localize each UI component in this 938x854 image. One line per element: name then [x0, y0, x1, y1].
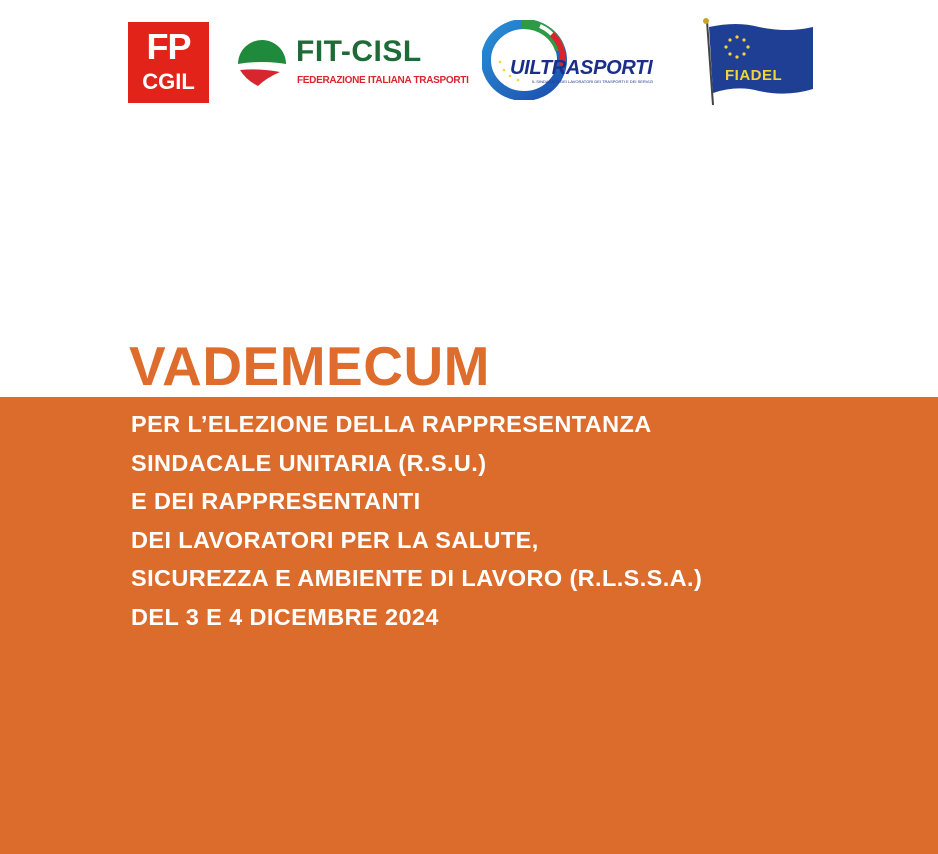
page-title: VADEMECUM [129, 335, 490, 397]
fit-cisl-subtitle: FEDERAZIONE ITALIANA TRASPORTI [297, 75, 469, 86]
fit-cisl-logo [236, 35, 469, 90]
fit-cisl-emblem-icon [236, 38, 288, 88]
uiltrasporti-name: UILTRASPORTI [510, 57, 653, 79]
fp-cgil-logo [128, 22, 209, 103]
fp-cgil-logo-line2: CGIL [142, 69, 195, 94]
subtitle-line: DEL 3 E 4 DICEMBRE 2024 [131, 603, 439, 630]
subtitle-line: PER L’ELEZIONE DELLA RAPPRESENTANZA [131, 411, 652, 437]
subtitle-block [131, 405, 702, 636]
subtitle-line: E DEI RAPPRESENTANTI [131, 488, 421, 514]
fiadel-logo [697, 17, 815, 107]
fiadel-flag-icon [697, 17, 815, 107]
fiadel-name: FIADEL [725, 67, 783, 84]
subtitle-line: SINDACALE UNITARIA (R.S.U.) [131, 449, 487, 476]
uiltrasporti-subtitle: IL SINDACATO DEI LAVORATORI DEI TRASPORTI E DEI SERVIZI [532, 79, 654, 84]
subtitle-line: SICUREZZA E AMBIENTE DI LAVORO (R.L.S.S.A.) [131, 565, 703, 591]
subtitle-line: DEI LAVORATORI PER LA SALUTE, [131, 526, 539, 553]
fit-cisl-name: FIT-CISL [296, 35, 422, 68]
fp-cgil-logo-line1: FP [146, 26, 191, 67]
uiltrasporti-logo [482, 20, 677, 100]
